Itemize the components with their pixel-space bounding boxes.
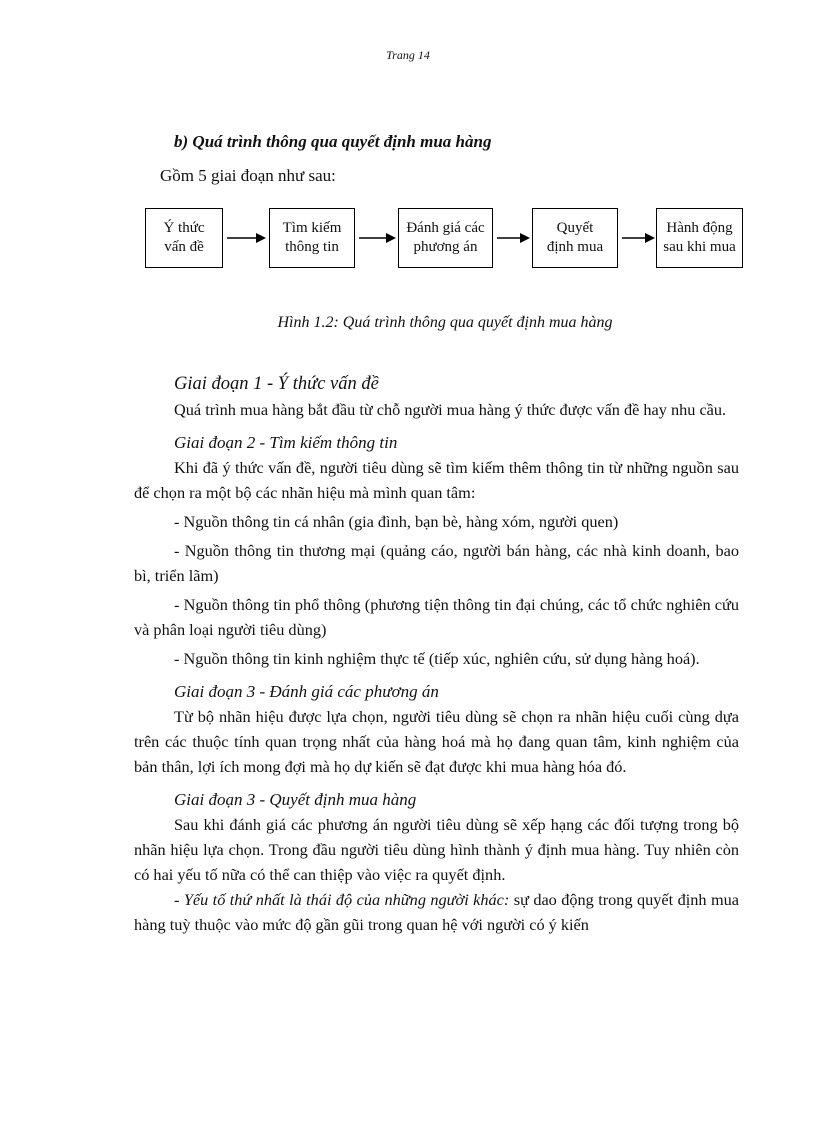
flow-step-line: Hành động bbox=[666, 220, 733, 236]
flow-step-evaluate bbox=[398, 208, 493, 268]
flow-step-post-purchase bbox=[656, 208, 743, 268]
info-source-item: - Nguồn thông tin phổ thông (phương tiện thông tin đại chúng, các tổ chức nghiên cứu và phân loại người tiêu dùng) bbox=[134, 595, 739, 639]
info-source-item: - Nguồn thông tin kinh nghiệm thực tế (tiếp xúc, nghiên cứu, sử dụng hàng hoá). bbox=[174, 649, 700, 668]
stage-3-paragraph: Từ bộ nhãn hiệu được lựa chọn, người tiêu dùng sẽ chọn ra nhãn hiệu cuối cùng dựa trên các thuộc tính quan trọng nhất của hàng hoá mà họ đang quan tâm, kinh nghiệm của bản thân, lợi ích mong đợi mà họ dự kiến sẽ đạt được khi mua hàng hóa đó. bbox=[134, 707, 739, 776]
info-source-item: - Nguồn thông tin cá nhân (gia đình, bạn bè, hàng xóm, người quen) bbox=[174, 512, 619, 531]
info-source-item: - Nguồn thông tin thương mại (quảng cáo, người bán hàng, các nhà kinh doanh, bao bì, triển lãm) bbox=[134, 541, 739, 585]
intro-text: Gồm 5 giai đoạn như sau: bbox=[160, 166, 336, 185]
first-factor-paragraph bbox=[134, 887, 739, 937]
stage-4-paragraph: Sau khi đánh giá các phương án người tiêu dùng sẽ xếp hạng các đối tượng trong bộ nhãn hiệu lựa chọn. Trong đầu người tiêu dùng hình thành ý định mua hàng. Tuy nhiên còn có hai yếu tố nữa có thể can thiệp vào việc ra quyết định. bbox=[134, 815, 739, 884]
flow-step-line: sau khi mua bbox=[663, 239, 736, 255]
flow-step-decide bbox=[532, 208, 618, 268]
section-heading: b) Quá trình thông qua quyết định mua hàng bbox=[174, 132, 492, 151]
flow-step-line: Ý thức bbox=[163, 220, 205, 236]
flow-step-line: Quyết bbox=[556, 220, 594, 236]
page-number: Trang 14 bbox=[386, 48, 430, 62]
arrow-right-icon bbox=[495, 231, 531, 245]
figure-caption: Hình 1.2: Quá trình thông qua quyết định mua hàng bbox=[277, 314, 613, 331]
flow-step-awareness bbox=[145, 208, 223, 268]
flow-step-line: thông tin bbox=[285, 239, 339, 255]
process-flow-diagram bbox=[145, 208, 743, 272]
arrow-right-icon bbox=[620, 231, 656, 245]
arrow-right-icon bbox=[225, 231, 267, 245]
stage-4-title: Giai đoạn 3 - Quyết định mua hàng bbox=[174, 790, 417, 809]
flow-step-line: phương án bbox=[413, 239, 478, 255]
first-factor-label: - Yếu tố thứ nhất là thái độ của những người khác: bbox=[174, 890, 510, 909]
flow-step-line: vấn đề bbox=[164, 239, 204, 255]
stage-3-title: Giai đoạn 3 - Đánh giá các phương án bbox=[174, 682, 439, 701]
flow-step-line: Tìm kiếm bbox=[282, 220, 342, 236]
stage-2-paragraph: Khi đã ý thức vấn đề, người tiêu dùng sẽ tìm kiếm thêm thông tin từ những nguồn sau để chọn ra một bộ các nhãn hiệu mà mình quan tâm: bbox=[134, 458, 739, 502]
flow-step-line: định mua bbox=[546, 239, 604, 255]
body-text bbox=[134, 372, 739, 937]
flow-step-search bbox=[269, 208, 355, 268]
arrow-right-icon bbox=[357, 231, 397, 245]
stage-1-title: Giai đoạn 1 - Ý thức vấn đề bbox=[174, 374, 379, 394]
first-factor-text: sự dao động trong quyết định mua hàng tuỳ thuộc vào mức độ gần gũi trong quan hệ với người có ý kiến bbox=[134, 890, 739, 934]
stage-2-title: Giai đoạn 2 - Tìm kiếm thông tin bbox=[174, 433, 398, 452]
stage-1-paragraph: Quá trình mua hàng bắt đầu từ chỗ người mua hàng ý thức được vấn đề hay nhu cầu. bbox=[174, 400, 727, 419]
flow-step-line: Đánh giá các bbox=[406, 220, 485, 236]
